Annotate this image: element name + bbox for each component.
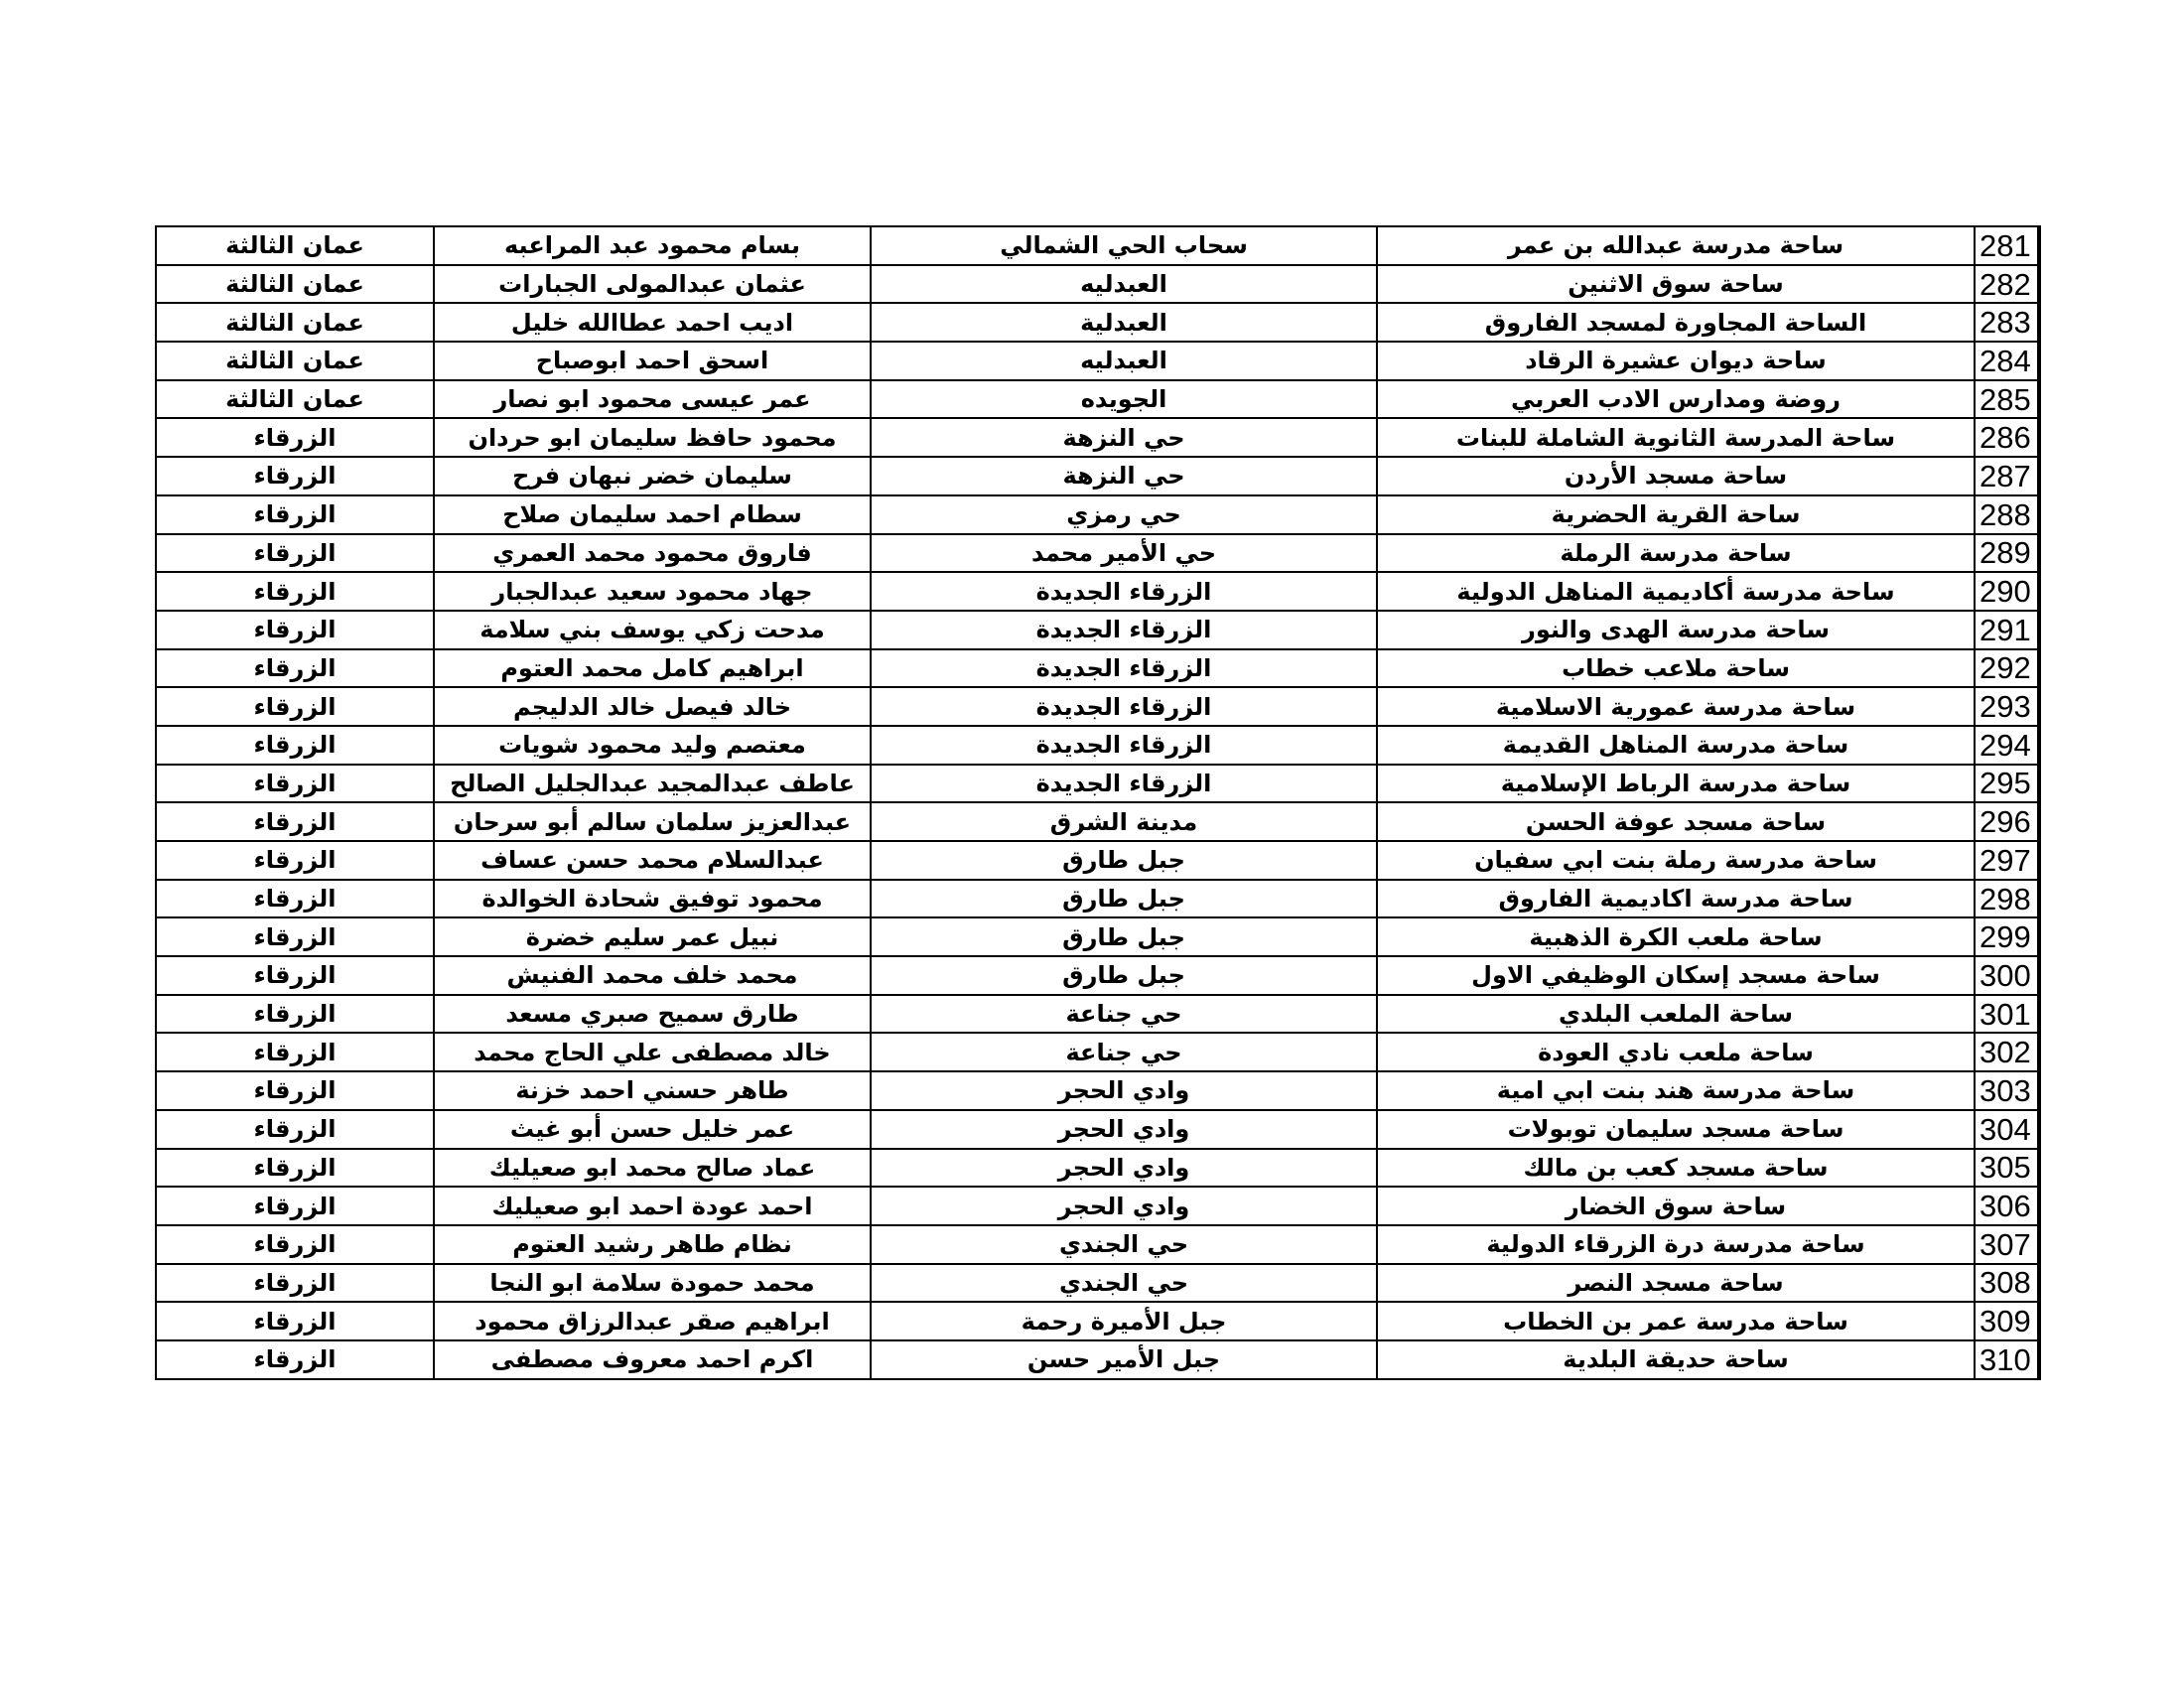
district-cell: العبدلية <box>871 303 1377 342</box>
site-cell: ساحة ملعب نادي العودة <box>1377 1033 1975 1071</box>
region-cell: الزرقاء <box>156 1033 434 1071</box>
region-cell: الزرقاء <box>156 534 434 573</box>
row-number-cell: 293 <box>1975 687 2039 726</box>
person-name-cell: محمد خلف محمد الفنيش <box>434 956 871 995</box>
row-number-cell: 297 <box>1975 841 2039 880</box>
roster-table <box>155 225 2041 1380</box>
person-name-cell: عمر عيسى محمود ابو نصار <box>434 380 871 419</box>
row-number-cell: 307 <box>1975 1225 2039 1264</box>
row-number-cell: 287 <box>1975 457 2039 495</box>
site-cell: ساحة مدرسة هند بنت ابي امية <box>1377 1071 1975 1110</box>
person-name-cell: ابراهيم صقر عبدالرزاق محمود <box>434 1302 871 1340</box>
person-name-cell: مدحت زكي يوسف بني سلامة <box>434 611 871 649</box>
site-cell: ساحة مدرسة اكاديمية الفاروق <box>1377 880 1975 918</box>
row-number-cell: 308 <box>1975 1264 2039 1303</box>
table-row <box>156 956 2039 995</box>
site-cell: ساحة مدرسة رملة بنت ابي سفيان <box>1377 841 1975 880</box>
region-cell: عمان الثالثة <box>156 303 434 342</box>
person-name-cell: جهاد محمود سعيد عبدالجبار <box>434 572 871 611</box>
site-cell: ساحة مسجد النصر <box>1377 1264 1975 1303</box>
site-cell: ساحة مدرسة عبدالله بن عمر <box>1377 226 1975 265</box>
person-name-cell: عمر خليل حسن أبو غيث <box>434 1110 871 1149</box>
person-name-cell: احمد عودة احمد ابو صعيليك <box>434 1187 871 1225</box>
person-name-cell: فاروق محمود محمد العمري <box>434 534 871 573</box>
site-cell: ساحة المدرسة الثانوية الشاملة للبنات <box>1377 418 1975 457</box>
row-number-cell: 298 <box>1975 880 2039 918</box>
row-number-cell: 292 <box>1975 649 2039 688</box>
region-cell: الزرقاء <box>156 1302 434 1340</box>
region-cell: الزرقاء <box>156 611 434 649</box>
region-cell: الزرقاء <box>156 841 434 880</box>
row-number-cell: 288 <box>1975 495 2039 534</box>
roster-table-body <box>156 226 2039 1379</box>
site-cell: ساحة مدرسة عمورية الاسلامية <box>1377 687 1975 726</box>
row-number-cell: 291 <box>1975 611 2039 649</box>
district-cell: الزرقاء الجديدة <box>871 611 1377 649</box>
region-cell: عمان الثالثة <box>156 265 434 304</box>
district-cell: الجويده <box>871 380 1377 419</box>
row-number-cell: 305 <box>1975 1149 2039 1188</box>
row-number-cell: 300 <box>1975 956 2039 995</box>
district-cell: جبل الأميرة رحمة <box>871 1302 1377 1340</box>
row-number-cell: 310 <box>1975 1340 2039 1379</box>
table-row <box>156 1340 2039 1379</box>
table-row <box>156 1302 2039 1340</box>
table-row <box>156 457 2039 495</box>
person-name-cell: نظام طاهر رشيد العتوم <box>434 1225 871 1264</box>
person-name-cell: طارق سميح صبري مسعد <box>434 995 871 1034</box>
table-row <box>156 649 2039 688</box>
district-cell: وادي الحجر <box>871 1071 1377 1110</box>
site-cell: ساحة مدرسة الرملة <box>1377 534 1975 573</box>
district-cell: مدينة الشرق <box>871 802 1377 841</box>
table-row <box>156 303 2039 342</box>
site-cell: ساحة القرية الحضرية <box>1377 495 1975 534</box>
district-cell: حي الجندي <box>871 1225 1377 1264</box>
district-cell: حي الأمير محمد <box>871 534 1377 573</box>
district-cell: حي جناعة <box>871 995 1377 1034</box>
table-row <box>156 226 2039 265</box>
site-cell: ساحة ملاعب خطاب <box>1377 649 1975 688</box>
region-cell: الزرقاء <box>156 1340 434 1379</box>
site-cell: الساحة المجاورة لمسجد الفاروق <box>1377 303 1975 342</box>
person-name-cell: محمود توفيق شحادة الخوالدة <box>434 880 871 918</box>
district-cell: جبل طارق <box>871 841 1377 880</box>
region-cell: الزرقاء <box>156 572 434 611</box>
table-row <box>156 1187 2039 1225</box>
site-cell: ساحة مسجد إسكان الوظيفي الاول <box>1377 956 1975 995</box>
row-number-cell: 283 <box>1975 303 2039 342</box>
person-name-cell: محمود حافظ سليمان ابو حردان <box>434 418 871 457</box>
table-row <box>156 380 2039 419</box>
person-name-cell: معتصم وليد محمود شويات <box>434 726 871 765</box>
table-row <box>156 572 2039 611</box>
table-row <box>156 841 2039 880</box>
row-number-cell: 303 <box>1975 1071 2039 1110</box>
region-cell: الزرقاء <box>156 1264 434 1303</box>
region-cell: عمان الثالثة <box>156 380 434 419</box>
site-cell: ساحة مدرسة درة الزرقاء الدولية <box>1377 1225 1975 1264</box>
table-row <box>156 1264 2039 1303</box>
site-cell: ساحة مسجد الأردن <box>1377 457 1975 495</box>
person-name-cell: خالد مصطفى علي الحاج محمد <box>434 1033 871 1071</box>
person-name-cell: محمد حمودة سلامة ابو النجا <box>434 1264 871 1303</box>
person-name-cell: اديب احمد عطاالله خليل <box>434 303 871 342</box>
row-number-cell: 290 <box>1975 572 2039 611</box>
region-cell: الزرقاء <box>156 1187 434 1225</box>
table-row <box>156 726 2039 765</box>
person-name-cell: عبدالعزيز سلمان سالم أبو سرحان <box>434 802 871 841</box>
region-cell: الزرقاء <box>156 1071 434 1110</box>
district-cell: العبدليه <box>871 342 1377 380</box>
table-row <box>156 880 2039 918</box>
region-cell: الزرقاء <box>156 687 434 726</box>
table-row <box>156 611 2039 649</box>
table-row <box>156 1225 2039 1264</box>
site-cell: روضة ومدارس الادب العربي <box>1377 380 1975 419</box>
person-name-cell: نبيل عمر سليم خضرة <box>434 917 871 956</box>
person-name-cell: اكرم احمد معروف مصطفى <box>434 1340 871 1379</box>
region-cell: الزرقاء <box>156 649 434 688</box>
person-name-cell: بسام محمود عبد المراعبه <box>434 226 871 265</box>
region-cell: الزرقاء <box>156 880 434 918</box>
site-cell: ساحة مدرسة المناهل القديمة <box>1377 726 1975 765</box>
site-cell: ساحة مدرسة الرباط الإسلامية <box>1377 765 1975 803</box>
row-number-cell: 296 <box>1975 802 2039 841</box>
district-cell: الزرقاء الجديدة <box>871 726 1377 765</box>
person-name-cell: عبدالسلام محمد حسن عساف <box>434 841 871 880</box>
person-name-cell: سطام احمد سليمان صلاح <box>434 495 871 534</box>
person-name-cell: عماد صالح محمد ابو صعيليك <box>434 1149 871 1188</box>
person-name-cell: خالد فيصل خالد الدليجم <box>434 687 871 726</box>
person-name-cell: سليمان خضر نبهان فرح <box>434 457 871 495</box>
region-cell: الزرقاء <box>156 917 434 956</box>
site-cell: ساحة مدرسة الهدى والنور <box>1377 611 1975 649</box>
person-name-cell: طاهر حسني احمد خزنة <box>434 1071 871 1110</box>
region-cell: الزرقاء <box>156 995 434 1034</box>
person-name-cell: عاطف عبدالمجيد عبدالجليل الصالح <box>434 765 871 803</box>
table-row <box>156 1071 2039 1110</box>
district-cell: الزرقاء الجديدة <box>871 649 1377 688</box>
site-cell: ساحة سوق الاثنين <box>1377 265 1975 304</box>
region-cell: الزرقاء <box>156 765 434 803</box>
district-cell: الزرقاء الجديدة <box>871 687 1377 726</box>
table-row <box>156 765 2039 803</box>
table-row <box>156 265 2039 304</box>
region-cell: عمان الثالثة <box>156 342 434 380</box>
site-cell: ساحة ديوان عشيرة الرقاد <box>1377 342 1975 380</box>
site-cell: ساحة مسجد كعب بن مالك <box>1377 1149 1975 1188</box>
person-name-cell: عثمان عبدالمولى الجبارات <box>434 265 871 304</box>
row-number-cell: 286 <box>1975 418 2039 457</box>
district-cell: سحاب الحي الشمالي <box>871 226 1377 265</box>
district-cell: وادي الحجر <box>871 1110 1377 1149</box>
district-cell: وادي الحجر <box>871 1149 1377 1188</box>
region-cell: الزرقاء <box>156 956 434 995</box>
table-row <box>156 495 2039 534</box>
person-name-cell: اسحق احمد ابوصباح <box>434 342 871 380</box>
site-cell: ساحة سوق الخضار <box>1377 1187 1975 1225</box>
region-cell: الزرقاء <box>156 418 434 457</box>
region-cell: الزرقاء <box>156 1149 434 1188</box>
region-cell: الزرقاء <box>156 802 434 841</box>
region-cell: الزرقاء <box>156 1225 434 1264</box>
row-number-cell: 282 <box>1975 265 2039 304</box>
row-number-cell: 281 <box>1975 226 2039 265</box>
table-row <box>156 917 2039 956</box>
site-cell: ساحة مدرسة عمر بن الخطاب <box>1377 1302 1975 1340</box>
row-number-cell: 285 <box>1975 380 2039 419</box>
district-cell: حي النزهة <box>871 457 1377 495</box>
row-number-cell: 294 <box>1975 726 2039 765</box>
district-cell: حي النزهة <box>871 418 1377 457</box>
district-cell: العبدليه <box>871 265 1377 304</box>
region-cell: الزرقاء <box>156 457 434 495</box>
site-cell: ساحة ملعب الكرة الذهبية <box>1377 917 1975 956</box>
row-number-cell: 295 <box>1975 765 2039 803</box>
table-row <box>156 802 2039 841</box>
district-cell: حي جناعة <box>871 1033 1377 1071</box>
table-row <box>156 534 2039 573</box>
table-row <box>156 342 2039 380</box>
district-cell: وادي الحجر <box>871 1187 1377 1225</box>
district-cell: جبل الأمير حسن <box>871 1340 1377 1379</box>
table-row <box>156 418 2039 457</box>
site-cell: ساحة مسجد عوفة الحسن <box>1377 802 1975 841</box>
row-number-cell: 289 <box>1975 534 2039 573</box>
site-cell: ساحة مسجد سليمان توبولات <box>1377 1110 1975 1149</box>
region-cell: الزرقاء <box>156 726 434 765</box>
site-cell: ساحة مدرسة أكاديمية المناهل الدولية <box>1377 572 1975 611</box>
row-number-cell: 299 <box>1975 917 2039 956</box>
region-cell: الزرقاء <box>156 495 434 534</box>
person-name-cell: ابراهيم كامل محمد العتوم <box>434 649 871 688</box>
district-cell: حي الجندي <box>871 1264 1377 1303</box>
table-row <box>156 995 2039 1034</box>
site-cell: ساحة حديقة البلدية <box>1377 1340 1975 1379</box>
district-cell: جبل طارق <box>871 880 1377 918</box>
site-cell: ساحة الملعب البلدي <box>1377 995 1975 1034</box>
table-row <box>156 1033 2039 1071</box>
row-number-cell: 284 <box>1975 342 2039 380</box>
district-cell: الزرقاء الجديدة <box>871 572 1377 611</box>
row-number-cell: 304 <box>1975 1110 2039 1149</box>
district-cell: حي رمزي <box>871 495 1377 534</box>
row-number-cell: 309 <box>1975 1302 2039 1340</box>
region-cell: الزرقاء <box>156 1110 434 1149</box>
region-cell: عمان الثالثة <box>156 226 434 265</box>
district-cell: الزرقاء الجديدة <box>871 765 1377 803</box>
district-cell: جبل طارق <box>871 956 1377 995</box>
table-row <box>156 1149 2039 1188</box>
row-number-cell: 302 <box>1975 1033 2039 1071</box>
district-cell: جبل طارق <box>871 917 1377 956</box>
table-row <box>156 687 2039 726</box>
table-row <box>156 1110 2039 1149</box>
row-number-cell: 301 <box>1975 995 2039 1034</box>
row-number-cell: 306 <box>1975 1187 2039 1225</box>
